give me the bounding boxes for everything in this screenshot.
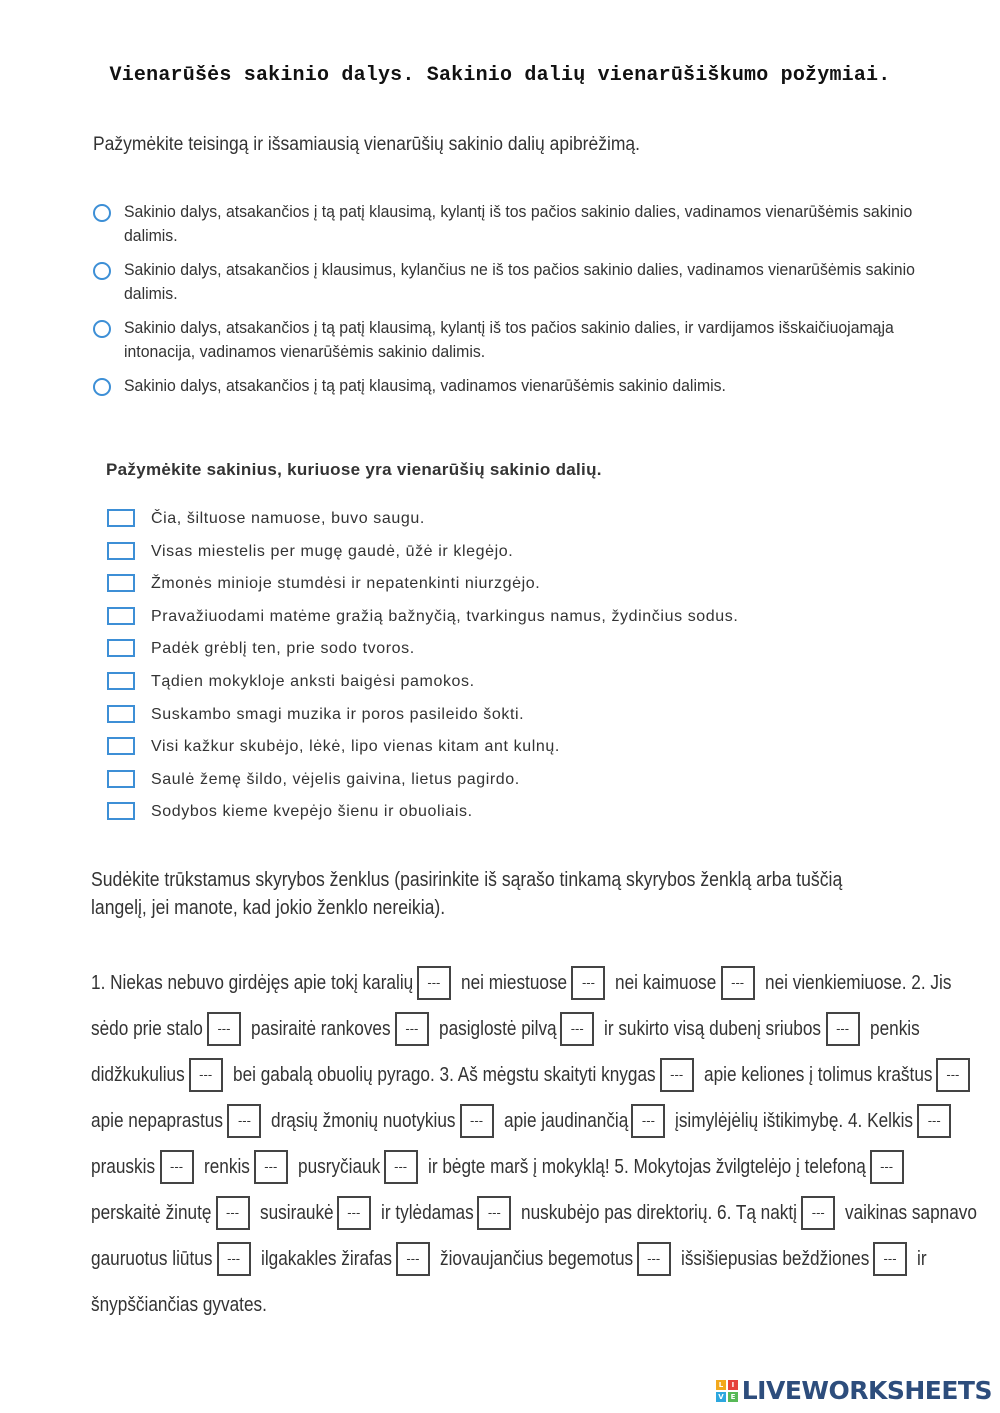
radio-option-label: Sakinio dalys, atsakančios į tą patį klausimą, vadinamos vienarūšėmis sakinio dalimis.: [124, 376, 726, 395]
exercise-text: penkis: [869, 1017, 920, 1040]
punctuation-dropdown[interactable]: ---: [417, 966, 451, 1000]
checkbox-option[interactable]: [107, 541, 738, 574]
question-2-prompt: Pažymėkite sakinius, kuriuose yra vienarūšių sakinio dalių.: [106, 460, 602, 479]
radio-option[interactable]: [93, 316, 953, 364]
question-1-options: [93, 200, 953, 398]
exercise-text: šnypščiančias gyvates.: [91, 1293, 267, 1316]
punctuation-dropdown[interactable]: ---: [384, 1150, 418, 1184]
checkbox-option[interactable]: [107, 704, 738, 737]
punctuation-dropdown[interactable]: ---: [873, 1242, 907, 1276]
checkbox[interactable]: [107, 607, 135, 625]
radio-button[interactable]: [93, 378, 111, 396]
punctuation-dropdown[interactable]: ---: [826, 1012, 860, 1046]
checkbox-label: Tądien mokykloje anksti baigėsi pamokos.: [151, 672, 475, 690]
punctuation-dropdown[interactable]: ---: [660, 1058, 694, 1092]
punctuation-dropdown[interactable]: ---: [637, 1242, 671, 1276]
worksheet-title: Vienarūšės sakinio dalys. Sakinio dalių vienarūšiškumo požymiai.: [109, 64, 891, 87]
brand-name: LIVEWORKSHEETS: [741, 1376, 992, 1405]
question-1-prompt: Pažymėkite teisingą ir išsamiausią vienarūšių sakinio dalių apibrėžimą.: [93, 134, 640, 155]
checkbox[interactable]: [107, 542, 135, 560]
exercise-text: nuskubėjo pas direktorių. 6. Tą naktį: [521, 1201, 798, 1224]
checkbox-option[interactable]: [107, 736, 738, 769]
exercise-text: 1. Niekas nebuvo girdėjęs apie tokį karalių: [91, 971, 414, 994]
exercise-text: nei kaimuose: [615, 971, 717, 994]
exercise-text: nei vienkiemiuose. 2. Jis: [764, 971, 952, 994]
punctuation-dropdown[interactable]: ---: [217, 1242, 251, 1276]
punctuation-dropdown[interactable]: ---: [395, 1012, 429, 1046]
checkbox[interactable]: [107, 737, 135, 755]
exercise-text: įsimylėjėlių ištikimybę. 4. Kelkis: [675, 1109, 914, 1132]
punctuation-dropdown[interactable]: ---: [477, 1196, 511, 1230]
punctuation-dropdown[interactable]: ---: [460, 1104, 494, 1138]
checkbox[interactable]: [107, 770, 135, 788]
checkbox-label: Čia, šiltuose namuose, buvo saugu.: [151, 510, 425, 527]
exercise-text: pusryčiauk: [297, 1155, 381, 1178]
exercise-line: [91, 1098, 1000, 1144]
exercise-text: apie nepaprastus: [91, 1109, 223, 1132]
exercise-text: sėdo prie stalo: [91, 1017, 203, 1040]
checkbox[interactable]: [107, 802, 135, 820]
exercise-text: renkis: [203, 1155, 250, 1178]
exercise-text: apie jaudinančią: [503, 1109, 628, 1132]
punctuation-dropdown[interactable]: ---: [396, 1242, 430, 1276]
exercise-text: ir: [917, 1247, 927, 1270]
exercise-line: [91, 1144, 1000, 1190]
radio-button[interactable]: [93, 204, 111, 222]
punctuation-dropdown[interactable]: ---: [631, 1104, 665, 1138]
exercise-text: nei miestuose: [460, 971, 568, 994]
exercise-text: žiovaujančius begemotus: [439, 1247, 634, 1270]
logo-letter: V: [716, 1392, 726, 1402]
exercise-text: perskaitė žinutę: [91, 1201, 212, 1224]
exercise-line: [91, 1236, 1000, 1282]
radio-option-label: Sakinio dalys, atsakančios į klausimus, kylančius ne iš tos pačios sakinio dalies, vadinamos vienarūšėmis sakinio dalimis.: [124, 260, 915, 303]
logo-letter: L: [716, 1380, 726, 1390]
radio-option[interactable]: [93, 374, 953, 398]
punctuation-dropdown[interactable]: ---: [870, 1150, 904, 1184]
checkbox-label: Visi kažkur skubėjo, lėkė, lipo vienas kitam ant kulnų.: [151, 738, 560, 756]
checkbox-option[interactable]: [107, 671, 738, 704]
exercise-text: ilgakakles žirafas: [260, 1247, 392, 1270]
exercise-text: bei gabalą obuolių pyrago. 3. Aš mėgstu skaityti knygas: [232, 1063, 656, 1086]
exercise-text: vaikinas sapnavo: [845, 1201, 978, 1224]
punctuation-dropdown[interactable]: ---: [571, 966, 605, 1000]
punctuation-dropdown[interactable]: ---: [721, 966, 755, 1000]
exercise-text: drąsių žmonių nuotykius: [271, 1109, 456, 1132]
checkbox-label: Sodybos kieme kvepėjo šienu ir obuoliais.: [151, 803, 473, 821]
exercise-text: apie keliones į tolimus kraštus: [703, 1063, 933, 1086]
question-3-prompt: Sudėkite trūkstamus skyrybos ženklus (pasirinkite iš sąrašo tinkamą skyrybos ženklą arba tuščią langelį, jei manote, kad jokio ženklo nereikia).: [91, 869, 843, 919]
exercise-text: išsišiepusias beždžiones: [680, 1247, 870, 1270]
radio-option[interactable]: [93, 200, 953, 248]
exercise-text: ir bėgte marš į mokyklą! 5. Mokytojas žvilgtelėjo į telefoną: [427, 1155, 866, 1178]
radio-button[interactable]: [93, 262, 111, 280]
checkbox-label: Žmonės minioje stumdėsi ir nepatenkinti niurzgėjo.: [151, 575, 541, 593]
checkbox-label: Visas miestelis per mugę gaudė, ūžė ir klegėjo.: [151, 542, 514, 560]
checkbox-option[interactable]: [107, 638, 738, 671]
exercise-text: prauskis: [91, 1155, 156, 1178]
checkbox-label: Padėk grėblį ten, prie sodo tvoros.: [151, 640, 415, 658]
checkbox-option[interactable]: [107, 573, 738, 606]
logo-letter: I: [728, 1380, 738, 1390]
punctuation-dropdown[interactable]: ---: [216, 1196, 250, 1230]
checkbox-option[interactable]: [107, 508, 738, 541]
punctuation-dropdown[interactable]: ---: [160, 1150, 194, 1184]
punctuation-dropdown[interactable]: ---: [337, 1196, 371, 1230]
punctuation-dropdown[interactable]: ---: [936, 1058, 970, 1092]
checkbox-option[interactable]: [107, 801, 738, 834]
radio-option[interactable]: [93, 258, 953, 306]
liveworksheets-brand: [716, 1376, 992, 1405]
punctuation-dropdown[interactable]: ---: [801, 1196, 835, 1230]
checkbox-option[interactable]: [107, 769, 738, 802]
exercise-line: [91, 1006, 1000, 1052]
punctuation-dropdown[interactable]: ---: [227, 1104, 261, 1138]
punctuation-exercise: [91, 960, 1000, 1328]
checkbox[interactable]: [107, 639, 135, 657]
checkbox[interactable]: [107, 672, 135, 690]
punctuation-dropdown[interactable]: ---: [254, 1150, 288, 1184]
exercise-line: [91, 960, 1000, 1006]
punctuation-dropdown[interactable]: ---: [560, 1012, 594, 1046]
checkbox-label: Suskambo smagi muzika ir poros pasileido šokti.: [151, 705, 525, 723]
liveworksheets-logo-icon: [716, 1380, 738, 1402]
exercise-text: pasiraitė rankoves: [250, 1017, 391, 1040]
checkbox-label: Saulė žemę šildo, vėjelis gaivina, lietus pagirdo.: [151, 770, 520, 788]
question-2-options: [107, 508, 738, 834]
exercise-text: susiraukė: [259, 1201, 334, 1224]
punctuation-dropdown[interactable]: ---: [917, 1104, 951, 1138]
checkbox-option[interactable]: [107, 606, 738, 639]
exercise-line: [91, 1282, 1000, 1328]
exercise-line: [91, 1190, 1000, 1236]
checkbox-label: Pravažiuodami matėme gražią bažnyčią, tvarkingus namus, žydinčius sodus.: [151, 607, 739, 625]
checkbox[interactable]: [107, 574, 135, 592]
radio-button[interactable]: [93, 320, 111, 338]
checkbox[interactable]: [107, 509, 135, 527]
punctuation-dropdown[interactable]: ---: [189, 1058, 223, 1092]
exercise-text: gauruotus liūtus: [91, 1247, 213, 1270]
radio-option-label: Sakinio dalys, atsakančios į tą patį klausimą, kylantį iš tos pačios sakinio dalies, ir vardijamos išskaičiuojamąja intonacija, vadinamos vienarūšėmis sakinio dalimis.: [124, 318, 894, 361]
logo-letter: E: [728, 1392, 738, 1402]
checkbox[interactable]: [107, 705, 135, 723]
exercise-text: ir tylėdamas: [380, 1201, 474, 1224]
exercise-text: pasiglostė pilvą: [438, 1017, 557, 1040]
exercise-text: didžkukulius: [91, 1063, 185, 1086]
punctuation-dropdown[interactable]: ---: [207, 1012, 241, 1046]
exercise-text: ir sukirto visą dubenį sriubos: [604, 1017, 822, 1040]
exercise-line: [91, 1052, 1000, 1098]
radio-option-label: Sakinio dalys, atsakančios į tą patį klausimą, kylantį iš tos pačios sakinio dalies, vadinamos vienarūšėmis sakinio dalimis.: [124, 202, 913, 245]
